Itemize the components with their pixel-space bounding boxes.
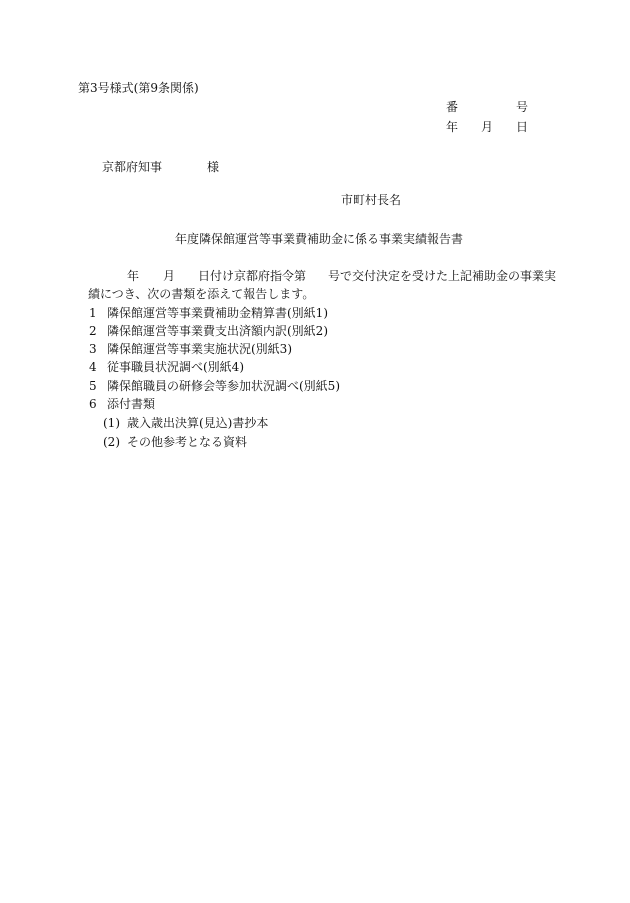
sub-list-item-number: (1): [103, 416, 120, 430]
sender-name: 市町村長名: [341, 193, 402, 207]
date-day-label: 日: [516, 120, 529, 134]
list-item-text: 添付書類: [107, 397, 156, 411]
sub-list-item-number: (2): [103, 435, 120, 449]
list-item-number: 4: [89, 360, 97, 374]
addressee-honorific: 様: [207, 160, 220, 174]
body-paragraph-line-2: 績につき、次の書類を添えて報告します。: [88, 287, 315, 301]
document-title: 年度隣保館運営等事業費補助金に係る事業実績報告書: [175, 232, 464, 246]
addressee-name: 京都府知事: [102, 160, 163, 174]
list-item-text: 従事職員状況調べ(別紙4): [107, 360, 244, 374]
body-month-label: 月: [163, 269, 176, 283]
list-item-text: 隣保館職員の研修会等参加状況調べ(別紙5): [107, 379, 340, 393]
list-item-number: 5: [89, 379, 97, 393]
list-item-number: 1: [89, 306, 97, 320]
form-label: 第3号様式(第9条関係): [78, 81, 199, 95]
body-year-label: 年: [127, 269, 140, 283]
body-segment-2: 号で交付決定を受けた上記補助金の事業実: [328, 269, 557, 283]
list-item-text: 隣保館運営等事業実施状況(別紙3): [107, 342, 292, 356]
list-item-number: 3: [89, 342, 97, 356]
body-segment-1: 日付け京都府指令第: [198, 269, 307, 283]
list-item-number: 2: [89, 324, 97, 338]
date-month-label: 月: [481, 120, 494, 134]
list-item-text: 隣保館運営等事業費支出済額内訳(別紙2): [107, 324, 328, 338]
date-year-label: 年: [446, 120, 459, 134]
sub-list-item-text: 歳入歳出決算(見込)書抄本: [127, 416, 269, 430]
document-number-suffix: 号: [516, 100, 529, 114]
list-item-number: 6: [89, 397, 97, 411]
list-item-text: 隣保館運営等事業費補助金精算書(別紙1): [107, 306, 328, 320]
sub-list-item-text: その他参考となる資料: [127, 435, 248, 449]
document-number-label: 番: [446, 100, 459, 114]
